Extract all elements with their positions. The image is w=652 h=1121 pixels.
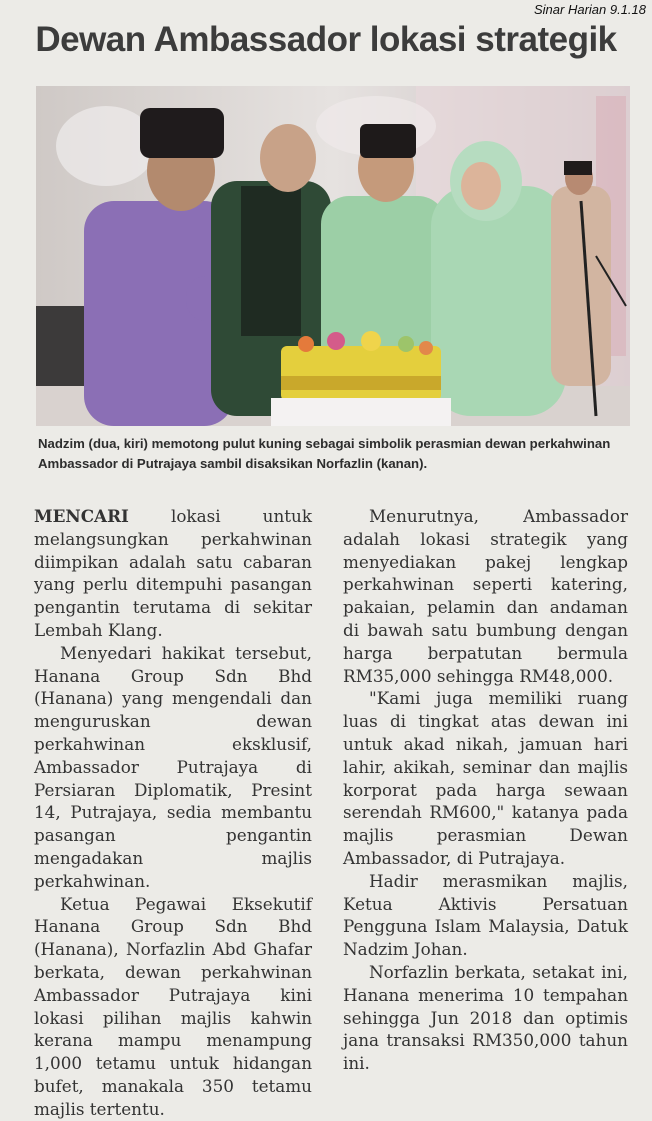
article-photo	[36, 86, 630, 426]
lead-word: MENCARI	[34, 506, 129, 526]
article-paragraph: "Kami juga memiliki ruang luas di tingkat atas dewan ini untuk akad nikah, jamuan hari lahir, akikah, seminar dan majlis korporat pada harga sewaan serendah RM600," katanya pada majlis perasmian Dewan Ambassador, di Putrajaya.	[343, 688, 628, 868]
headline: Dewan Ambassador lokasi strategik	[35, 20, 617, 59]
article-column-left	[34, 505, 312, 1121]
newspaper-source: Sinar Harian 9.1.18	[533, 2, 646, 17]
article-paragraph: Menyedari hakikat tersebut, Hanana Group Sdn Bhd (Hanana) yang mengendali dan menguruskan dewan perkahwinan eksklusif, Ambassador Putrajaya di Persiaran Diplomatik, Presint 14, Putrajaya, sedia membantu pasangan pengantin mengadakan majlis perkahwinan.	[34, 642, 312, 891]
photo-caption: Nadzim (dua, kiri) memotong pulut kuning sebagai simbolik perasmian dewan perkahwinan Ambassador di Putrajaya sambil disaksikan Norfazlin (kanan).	[38, 436, 611, 471]
article-paragraph: Hadir merasmikan majlis, Ketua Aktivis Persatuan Pengguna Islam Malaysia, Datuk Nadzim Johan.	[343, 870, 628, 960]
lead-text: lokasi untuk melangsungkan perkahwinan diimpikan adalah satu cabaran yang perlu ditempuhi pasangan pengantin terutama di sekitar Lembah Klang.	[34, 506, 312, 640]
article-column-right	[343, 505, 628, 1075]
article-paragraph: Norfazlin berkata, setakat ini, Hanana menerima 10 tempahan sehingga Jun 2018 dan optimis jana transaksi RM350,000 tahun ini.	[343, 961, 628, 1074]
article-paragraph: Menurutnya, Ambassador adalah lokasi strategik yang menyediakan pakej lengkap perkahwinan seperti katering, pakaian, pelamin dan andaman di bawah satu bumbung dengan harga berpatutan bermula RM35,000 sehingga RM48,000.	[343, 506, 628, 686]
article-paragraph: Ketua Pegawai Eksekutif Hanana Group Sdn Bhd (Hanana), Norfazlin Abd Ghafar berkata, dewan perkahwinan Ambassador Putrajaya kini lokasi pilihan majlis kahwin kerana mampu menampung 1,000 tetamu untuk hidangan bufet, manakala 350 tetamu majlis tertentu.	[34, 893, 312, 1119]
article-lead-paragraph	[34, 505, 312, 642]
